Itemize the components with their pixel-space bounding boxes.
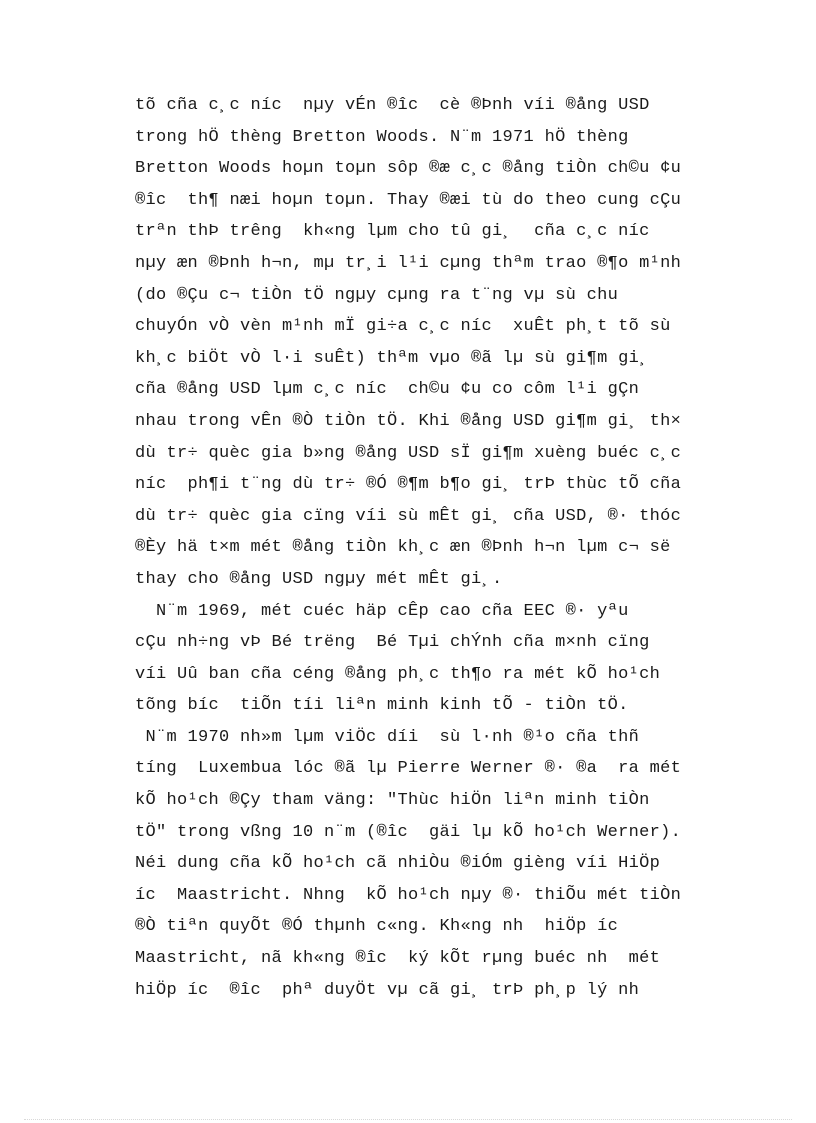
text-line: Néi dung cña kÕ ho¹ch cã nhiÒu ®iÓm gièng víi HiÖp [135,854,661,874]
text-line: kh¸c biÖt vÒ l·i suÊt) thªm vµo ®ã lµ sù gi¶m gi¸ [135,348,650,368]
text-line: hiÖp íc ®îc phª duyÖt vµ cã gi¸ trÞ ph¸p lý nh [135,980,640,1000]
text-line: nhau trong vÊn ®Ò tiÒn tÖ. Khi ®ång USD gi¶m gi¸ th× [135,411,682,431]
text-line: N¨m 1969, mét cuéc häp cÊp cao cña EEC ®· yªu [135,601,629,621]
text-line: tÖ" trong vßng 10 n¨m (®îc gäi lµ kÕ ho¹ch Werner). [135,822,682,842]
paragraph-3 [135,722,740,1006]
text-line: trªn thÞ trêng kh«ng lµm cho tû gi¸ cña c¸c níc [135,222,650,242]
text-line: ®îc th¶ næi hoµn toµn. Thay ®æi tù do theo cung cÇu [135,190,682,210]
text-line: tõng bíc tiÕn tíi liªn minh kinh tÕ - tiÒn tÖ. [135,696,629,716]
page-bottom-divider [24,1119,792,1120]
text-line: ®Èy hä t×m mét ®ång tiÒn kh¸c æn ®Þnh h¬n lµm c¬ së [135,538,671,558]
text-line: dù tr÷ quèc gia cïng víi sù mÊt gi¸ cña USD, ®· thóc [135,506,682,526]
text-line: Bretton Woods hoµn toµn sôp ®æ c¸c ®ång tiÒn ch©u ¢u [135,159,682,179]
text-line: cÇu nh÷ng vÞ Bé trëng Bé Tµi chÝnh cña m×nh cïng [135,633,650,653]
text-line: cña ®ång USD lµm c¸c níc ch©u ¢u co côm l¹i gÇn [135,380,640,400]
text-line: dù tr÷ quèc gia b»ng ®ång USD sÏ gi¶m xuèng buéc c¸c [135,443,682,463]
text-line: tíng Luxembua lóc ®ã lµ Pierre Werner ®· ®a ra mét [135,759,682,779]
text-line: trong hÖ thèng Bretton Woods. N¨m 1971 hÖ thèng [135,127,629,147]
text-line: nµy æn ®Þnh h¬n, mµ tr¸i l¹i cµng thªm trao ®¶o m¹nh [135,253,682,273]
text-line: níc ph¶i t¨ng dù tr÷ ®Ó ®¶m b¶o gi¸ trÞ thùc tÕ cña [135,475,682,495]
text-line: chuyÓn vÒ vèn m¹nh mÏ gi÷a c¸c níc xuÊt ph¸t tõ sù [135,317,671,337]
text-line: víi Uû ban cña céng ®ång ph¸c th¶o ra mét kÕ ho¹ch [135,664,661,684]
paragraph-1 [135,90,740,596]
text-line: thay cho ®ång USD ngµy mét mÊt gi¸. [135,569,503,589]
document-body [135,90,740,1006]
text-line: tõ cña c¸c níc nµy vÉn ®îc cè ®Þnh víi ®ång USD [135,96,650,115]
text-line: kÕ ho¹ch ®Çy tham väng: "Thùc hiÖn liªn minh tiÒn [135,791,650,811]
paragraph-2 [135,596,740,722]
text-line: ®Ò tiªn quyÕt ®Ó thµnh c«ng. Kh«ng nh hiÖp íc [135,917,619,937]
text-line: (do ®Çu c¬ tiÒn tÖ ngµy cµng ra t¨ng vµ sù chu [135,285,619,305]
text-line: íc Maastricht. Nhng kÕ ho¹ch nµy ®· thiÕu mét tiÒn [135,885,682,905]
text-line: N¨m 1970 nh»m lµm viÖc díi sù l·nh ®¹o cña thñ [135,727,640,747]
text-line: Maastricht, nã kh«ng ®îc ký kÕt rµng buéc nh mét [135,949,661,969]
